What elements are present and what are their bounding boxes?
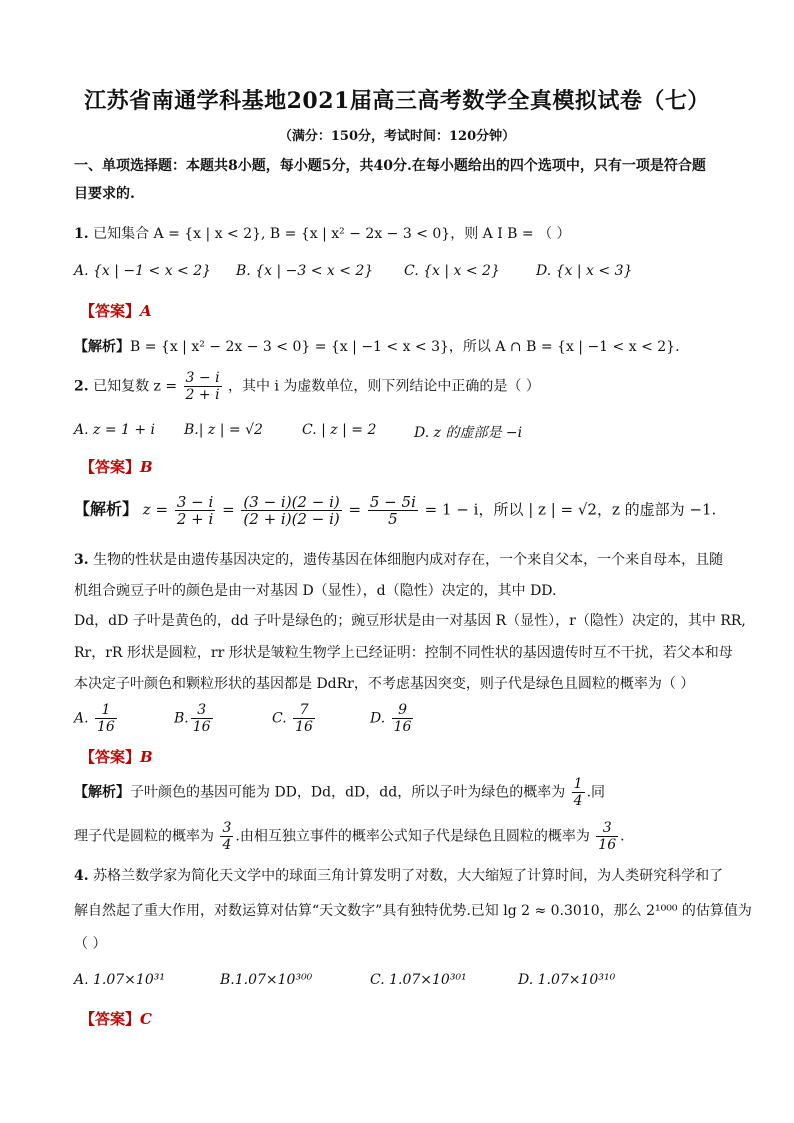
analysis-3-line1 bbox=[74, 776, 605, 809]
question-stem: 已知集合 A = {x | x < 2}, B = {x | x² − 2x − 3 < 0}，则 A I B = （ ） bbox=[93, 226, 571, 242]
option-label: B. bbox=[174, 710, 189, 727]
question-number: 1. bbox=[74, 226, 89, 242]
page-title: 江苏省南通学科基地2021届高三高考数学全真模拟试卷（七） bbox=[84, 88, 710, 114]
analysis-text-end: .同 bbox=[586, 784, 606, 801]
fraction-denominator: (2 + i)(2 − i) bbox=[243, 510, 340, 528]
analysis-label: 【解析】 bbox=[74, 339, 130, 355]
analysis-text-mid: .由相互独立事件的概率公式知子代是绿色且圆粒的概率为 bbox=[235, 828, 590, 845]
analysis-text: 子叶颜色的基因可能为 DD，Dd，dD，dd，所以子叶为绿色的概率为 bbox=[130, 784, 566, 801]
answer-value: C bbox=[140, 1010, 152, 1028]
fraction-denominator: 16 bbox=[192, 719, 211, 735]
option-d: D. 1.07×10³¹⁰ bbox=[518, 972, 616, 988]
option-c: C. | z | = 2 bbox=[302, 422, 377, 438]
option-label: A. bbox=[74, 710, 89, 727]
fraction-numerator: 3 − i bbox=[176, 493, 214, 511]
analysis-1 bbox=[74, 336, 680, 356]
fraction-denominator: 16 bbox=[393, 719, 412, 735]
option-label: C. bbox=[272, 710, 287, 727]
question-number: 4. bbox=[74, 868, 89, 884]
fraction-numerator: 3 bbox=[222, 820, 232, 836]
fraction bbox=[368, 494, 418, 527]
option-b: B.| z | = √2 bbox=[184, 422, 263, 438]
fraction-numerator: 3 bbox=[596, 820, 618, 837]
question-2 bbox=[74, 370, 734, 403]
question-stem-pre: 已知复数 z = bbox=[93, 378, 178, 395]
answer-1 bbox=[80, 300, 152, 321]
analysis-label: 【解析】 bbox=[74, 784, 130, 801]
fraction-numerator: 5 − 5i bbox=[369, 493, 416, 511]
question-3 bbox=[74, 550, 734, 570]
answer-value: B bbox=[140, 748, 153, 766]
analysis-pre: z = bbox=[142, 500, 169, 519]
fraction-denominator: 16 bbox=[295, 719, 313, 735]
fraction-numerator: 9 bbox=[392, 702, 414, 719]
option-b: B.1.07×10³⁰⁰ bbox=[220, 972, 313, 988]
option-d: D. z 的虚部是 −i bbox=[414, 425, 523, 441]
option-c bbox=[272, 702, 317, 735]
fraction-denominator: 16 bbox=[598, 837, 617, 853]
question-3-line3: Dd，dD 子叶是黄色的，dd 子叶是绿色的；豌豆形状是由一对基因 R（显性），r（隐性）决定的，其中 RR, bbox=[74, 613, 746, 629]
option-b bbox=[174, 702, 215, 735]
fraction-numerator: 3 − i bbox=[185, 370, 220, 386]
option-a bbox=[74, 702, 119, 735]
analysis-post: = 1 − i，所以 | z | = √2，z 的虚部为 −1. bbox=[424, 500, 717, 519]
fraction bbox=[175, 494, 215, 527]
question-4-line2: 解自然起了重大作用，对数运算对估算“天文数字”具有独特优势.已知 lg 2 ≈ 0.3010，那么 2¹⁰⁰⁰ 的估算值为 bbox=[74, 903, 752, 919]
question-1 bbox=[74, 224, 734, 244]
answer-label: 【答案】 bbox=[80, 748, 141, 766]
answer-4 bbox=[80, 1008, 152, 1029]
option-a: A. {x | −1 < x < 2} bbox=[74, 263, 212, 279]
answer-label: 【答案】 bbox=[80, 458, 141, 476]
answer-3 bbox=[80, 746, 153, 767]
answer-label: 【答案】 bbox=[80, 1010, 141, 1028]
analysis-2: 【解析】 z = $\frac{3 - i}{2 + i}$ = $\frac{(3 - i)(2 - i)}{(2 + i)(2 - i)}$ = $\frac{5 - 5i}{5}$ = 1 − i，所以 | z | = √2，z 的虚部为 −1. bbox=[74, 493, 717, 528]
analysis-label: 【解析】 bbox=[74, 499, 139, 519]
option-b: B. {x | −3 < x < 2} bbox=[236, 263, 374, 279]
option-c: C. 1.07×10³⁰¹ bbox=[370, 972, 467, 988]
option-d: D. {x | x < 3} bbox=[536, 263, 633, 279]
question-line1: 苏格兰数学家为简化天文学中的球面三角计算发明了对数，大大缩短了计算时间，为人类研究科学和了 bbox=[93, 868, 724, 884]
fraction-denominator: 2 + i bbox=[185, 387, 220, 403]
fraction-denominator: 4 bbox=[222, 837, 232, 853]
fraction-numerator: 1 bbox=[95, 702, 117, 719]
option-label: D. bbox=[370, 710, 386, 727]
fraction bbox=[241, 494, 341, 527]
fraction-denominator: 2 + i bbox=[176, 510, 214, 528]
page-subtitle: （满分：150分，考试时间：120分钟） bbox=[278, 129, 516, 144]
fraction-denominator: 4 bbox=[573, 793, 583, 809]
question-number: 2. bbox=[74, 378, 89, 395]
question-3-line4: Rr，rR 形状是圆粒，rr 形状是皱粒生物学上已经证明：控制不同性状的基因遗传时互不干扰，若父本和母 bbox=[74, 645, 733, 661]
question-number: 3. bbox=[74, 552, 89, 568]
fraction-denominator: 16 bbox=[97, 719, 115, 735]
fraction-numerator: 7 bbox=[293, 702, 315, 719]
answer-value: A bbox=[140, 302, 152, 320]
answer-value: B bbox=[140, 458, 153, 476]
question-3-line5: 本决定子叶颜色和颗粒形状的基因都是 DdRr，不考虑基因突变，则子代是绿色且圆粒的概率为（ ） bbox=[74, 676, 695, 692]
question-3-line2: 机组合豌豆子叶的颜色是由一对基因 D（显性），d（隐性）决定的，其中 DD. bbox=[74, 583, 557, 599]
fraction bbox=[184, 370, 222, 403]
fraction-denominator: 5 bbox=[388, 510, 398, 528]
answer-2 bbox=[80, 456, 153, 477]
analysis-text: B = {x | x² − 2x − 3 < 0} = {x | −1 < x < 3}，所以 A ∩ B = {x | −1 < x < 2}. bbox=[130, 339, 680, 355]
section-heading-line1: 一、单项选择题：本题共8小题，每小题5分，共40分.在每小题给出的四个选项中，只有一项是符合题 bbox=[74, 158, 706, 174]
question-line1: 生物的性状是由遗传基因决定的，遗传基因在体细胞内成对存在，一个来自父本，一个来自母本，且随 bbox=[93, 552, 724, 568]
fraction-numerator: 1 bbox=[573, 776, 583, 792]
question-4 bbox=[74, 866, 734, 886]
fraction-numerator: 3 bbox=[191, 702, 213, 719]
option-a: A. z = 1 + i bbox=[74, 422, 156, 438]
section-heading-line2: 目要求的. bbox=[74, 186, 135, 202]
option-c: C. {x | x < 2} bbox=[404, 263, 500, 279]
analysis-text: 理子代是圆粒的概率为 bbox=[74, 828, 214, 845]
option-d bbox=[370, 702, 415, 735]
fraction-numerator: (3 − i)(2 − i) bbox=[243, 493, 340, 511]
question-4-line3: （ ） bbox=[74, 936, 107, 952]
option-a: A. 1.07×10³¹ bbox=[74, 972, 165, 988]
analysis-3-line2 bbox=[74, 820, 625, 853]
analysis-text-end: . bbox=[620, 828, 625, 845]
question-stem-post: ，其中 i 为虚数单位，则下列结论中正确的是（ ） bbox=[228, 378, 540, 395]
answer-label: 【答案】 bbox=[80, 302, 141, 320]
